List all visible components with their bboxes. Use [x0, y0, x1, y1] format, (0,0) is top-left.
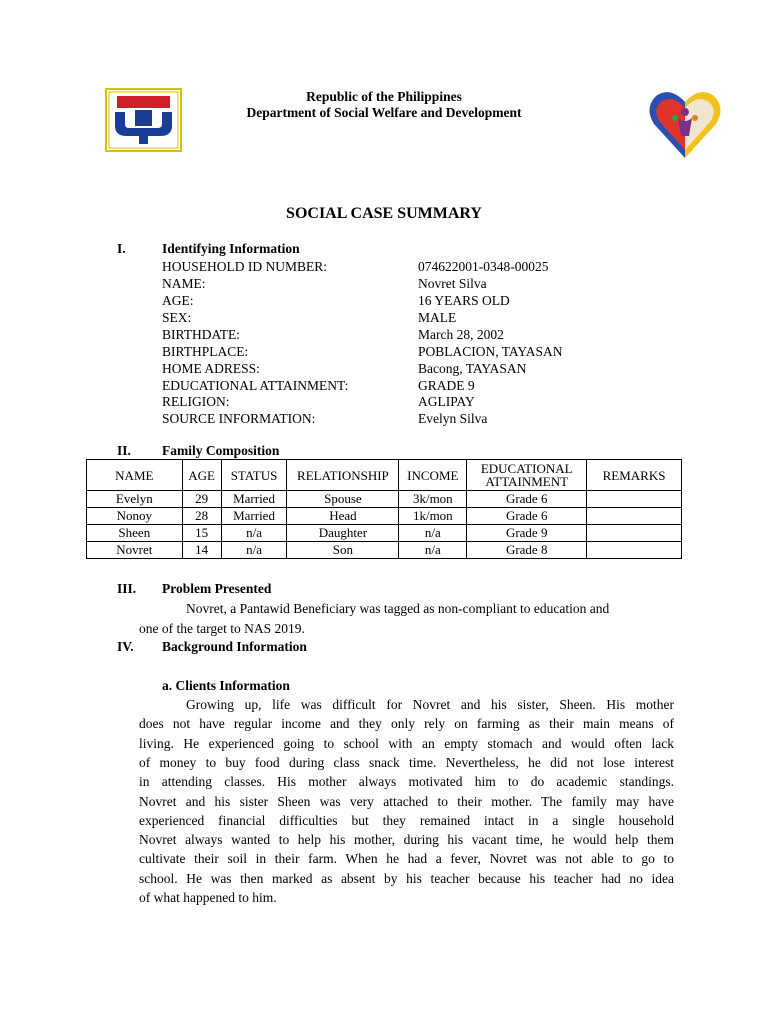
section-3-number: III. — [117, 581, 137, 596]
table-row — [87, 542, 682, 559]
column-header: EDUCATIONAL ATTAINMENT — [467, 460, 587, 491]
background-text-line: Novret always wanted to help his mother, during his vacant time, he would help them — [139, 832, 674, 847]
section-1-number: I. — [117, 241, 126, 256]
table-cell: 29 — [182, 491, 221, 508]
table-cell: Daughter — [287, 525, 399, 542]
field-label: BIRTHDATE: — [162, 327, 240, 342]
field-label: RELIGION: — [162, 394, 230, 409]
background-text-line: in attending classes. His mother always motivated him to do academic standings. — [139, 774, 674, 789]
field-label: NAME: — [162, 276, 206, 291]
field-label: BIRTHPLACE: — [162, 344, 249, 359]
table-cell: Grade 8 — [467, 542, 587, 559]
background-text-line: of what happened to him. — [139, 890, 277, 905]
field-value: GRADE 9 — [418, 378, 475, 393]
table-cell — [587, 491, 682, 508]
table-cell: Evelyn — [87, 491, 183, 508]
problem-text-line: one of the target to NAS 2019. — [139, 621, 305, 636]
table-cell: Nonoy — [87, 508, 183, 525]
column-header: NAME — [87, 460, 183, 491]
background-text-line: living. He experienced going to school with an empty stomach and would often lack — [139, 736, 674, 751]
field-value: March 28, 2002 — [418, 327, 504, 342]
table-cell: Married — [221, 508, 287, 525]
column-header: AGE — [182, 460, 221, 491]
section-2-number: II. — [117, 443, 131, 458]
field-value: 16 YEARS OLD — [418, 293, 510, 308]
field-value: AGLIPAY — [418, 394, 475, 409]
table-cell: 3k/mon — [399, 491, 467, 508]
family-composition-table — [86, 459, 682, 559]
background-text-line: does not have regular income and they only rely on farming as their main means of — [139, 716, 674, 731]
table-cell — [587, 508, 682, 525]
table-cell: Son — [287, 542, 399, 559]
table-cell: 15 — [182, 525, 221, 542]
table-cell: n/a — [221, 525, 287, 542]
section-4-number: IV. — [117, 639, 134, 654]
table-cell — [587, 525, 682, 542]
table-cell: Novret — [87, 542, 183, 559]
column-header: INCOME — [399, 460, 467, 491]
table-cell: n/a — [221, 542, 287, 559]
table-cell: Sheen — [87, 525, 183, 542]
column-header: STATUS — [221, 460, 287, 491]
table-cell: n/a — [399, 542, 467, 559]
background-text-line: of money to buy food during class snack time. Nevertheless, he did not lose interest — [139, 755, 674, 770]
clients-information-subtitle: a. Clients Information — [162, 678, 290, 693]
table-cell: Head — [287, 508, 399, 525]
table-cell: 28 — [182, 508, 221, 525]
field-value: 074622001-0348-00025 — [418, 259, 549, 274]
header-department: Department of Social Welfare and Development — [246, 105, 522, 120]
table-cell — [587, 542, 682, 559]
table-cell: Spouse — [287, 491, 399, 508]
background-text-line: Novret and his sister Sheen was very attached to their mother. The family may have — [139, 794, 674, 809]
table-row — [87, 508, 682, 525]
page-title: SOCIAL CASE SUMMARY — [286, 205, 482, 222]
field-value: Bacong, TAYASAN — [418, 361, 527, 376]
table-cell: Grade 9 — [467, 525, 587, 542]
field-value: Evelyn Silva — [418, 411, 488, 426]
background-text-line: school. He was then marked as absent by his teacher because his teacher had no idea — [139, 871, 674, 886]
field-value: MALE — [418, 310, 457, 325]
table-row — [87, 525, 682, 542]
table-cell: n/a — [399, 525, 467, 542]
section-3-title: Problem Presented — [162, 581, 272, 596]
background-text-line: cultivate their soil in their farm. When he had a fever, Novret was not able to go to — [139, 851, 674, 866]
field-label: SOURCE INFORMATION: — [162, 411, 316, 426]
column-header: REMARKS — [587, 460, 682, 491]
section-2-title: Family Composition — [162, 443, 280, 458]
background-text-line: experienced financial difficulties but they remained intact in a single household — [139, 813, 674, 828]
section-4-title: Background Information — [162, 639, 307, 654]
table-cell: 14 — [182, 542, 221, 559]
problem-text-line: Novret, a Pantawid Beneficiary was tagged as non-compliant to education and — [186, 601, 610, 616]
field-label: HOUSEHOLD ID NUMBER: — [162, 259, 327, 274]
field-label: EDUCATIONAL ATTAINMENT: — [162, 378, 349, 393]
field-label: AGE: — [162, 293, 194, 308]
table-row — [87, 491, 682, 508]
column-header: RELATIONSHIP — [287, 460, 399, 491]
section-1-title: Identifying Information — [162, 241, 300, 256]
table-header-row — [87, 460, 682, 491]
field-label: SEX: — [162, 310, 192, 325]
header-republic: Republic of the Philippines — [306, 89, 462, 104]
field-label: HOME ADRESS: — [162, 361, 260, 376]
table-cell: Grade 6 — [467, 491, 587, 508]
table-cell: 1k/mon — [399, 508, 467, 525]
background-text-line: Growing up, life was difficult for Novret and his sister, Sheen. His mother — [186, 697, 674, 712]
field-value: POBLACION, TAYASAN — [418, 344, 563, 359]
field-value: Novret Silva — [418, 276, 487, 291]
table-cell: Grade 6 — [467, 508, 587, 525]
table-cell: Married — [221, 491, 287, 508]
